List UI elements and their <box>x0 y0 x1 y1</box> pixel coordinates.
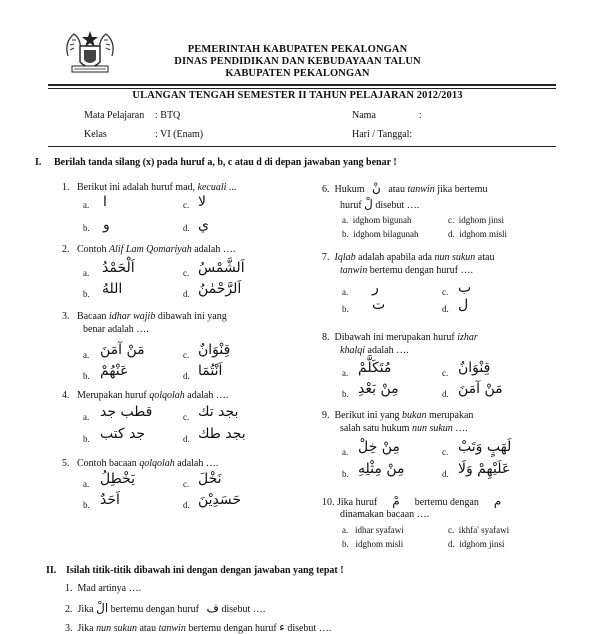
section-1-instruction: Berilah tanda silang (x) pada huruf a, b, c atau d di depan jawaban yang benar ! <box>54 157 397 168</box>
question-2: 2. Contoh Alif Lam Qomariyah adalah …. <box>62 244 236 255</box>
question-6-line-2: huruf لْ disebut …. <box>340 197 420 211</box>
header-line-2: DINAS PENDIDIKAN DAN KEBUDAYAAN TALUN <box>174 56 421 67</box>
q4-option-a[interactable]: قطب جد <box>100 404 153 420</box>
header-divider-thick <box>48 84 556 86</box>
q10-option-c[interactable]: c. ikhfa' syafawi <box>448 525 510 535</box>
q3-option-d[interactable]: اَنْتُمَا <box>198 363 223 379</box>
header-line-3: KABUPATEN PEKALONGAN <box>225 68 370 79</box>
exam-title: ULANGAN TENGAH SEMESTER II TAHUN PELAJARAN 2012/2013 <box>132 90 463 101</box>
q10-option-a[interactable]: a. idhar syafawi <box>342 525 404 535</box>
question-10: 10. Jika huruf مْ bertemu dengan م <box>322 494 502 508</box>
fill-item-1[interactable]: 1. Mad artinya …. <box>65 583 142 594</box>
fill-item-2[interactable]: 2. Jika الْ bertemu dengan huruf ف disebut …. <box>65 601 266 615</box>
q8-option-b[interactable]: مِنْ بَعْدِ <box>358 381 399 397</box>
date-label: Hari / Tanggal: <box>352 129 413 140</box>
q7-option-c[interactable]: ب <box>458 280 472 296</box>
q1-option-d[interactable]: ي <box>198 217 209 233</box>
q6-option-c[interactable]: c. idghom jinsi <box>448 215 505 225</box>
q2-option-c[interactable]: اَلشَّمْسُ <box>198 260 245 276</box>
section-1-numeral: I. <box>35 157 42 168</box>
section-2-numeral: II. <box>46 565 57 576</box>
q4-option-c[interactable]: بجد تك <box>198 404 239 420</box>
q5-option-c[interactable]: نَخْلَ <box>198 471 222 487</box>
q6-option-d[interactable]: d. idghom misli <box>448 229 508 239</box>
question-9: 9. Berikut ini yang bukan merupakan <box>322 410 474 421</box>
q5-option-b[interactable]: اَحَدٌ <box>100 492 120 508</box>
header-divider-thin <box>48 88 556 89</box>
question-3: 3. Bacaan idhar wajib dibawah ini yang <box>62 311 227 322</box>
name-colon: : <box>419 110 422 121</box>
q3-option-c[interactable]: قِنْوَانٌ <box>198 342 231 358</box>
q3-option-a[interactable]: مَنْ آمَنَ <box>100 342 145 358</box>
class-label: Kelas <box>84 129 107 140</box>
q8-option-a[interactable]: مُتَكَلَّمْ <box>358 360 392 376</box>
q9-option-b[interactable]: مِنْ مِثْلِهِ <box>358 461 405 477</box>
question-4: 4. Merupakan huruf qolqolah adalah …. <box>62 390 229 401</box>
q8-option-c[interactable]: قِنْوَانٌ <box>458 360 491 376</box>
question-8-line-2: khalqi adalah …. <box>340 345 409 356</box>
fill-item-3[interactable]: 3. Jika nun sukun atau tanwin bertemu dengan huruf ء disebut …. <box>65 620 332 634</box>
name-label: Nama <box>352 110 376 121</box>
q4-option-d[interactable]: بجد طك <box>198 426 246 442</box>
q6-option-a[interactable]: a. idghom bigunah <box>342 215 412 225</box>
q9-option-a[interactable]: مِنْ خِلْ <box>358 439 400 455</box>
subject-value: : BTQ <box>155 110 181 121</box>
q2-option-b[interactable]: اللهُ <box>102 281 123 297</box>
q2-option-d[interactable]: اَلرَّحْمٰنُ <box>198 281 242 297</box>
section-2-instruction: Isilah titik-titik dibawah ini dengan dengan jawaban yang tepat ! <box>66 565 344 576</box>
q1-option-c[interactable]: لا <box>198 194 206 210</box>
question-9-line-2: salah satu hukum nun sukun …. <box>340 423 468 434</box>
meta-divider <box>48 146 556 147</box>
q5-option-a[interactable]: يَخْطِلُ <box>100 471 136 487</box>
subject-label: Mata Pelajaran <box>84 110 145 121</box>
q10-option-d[interactable]: d. idghom jinsi <box>448 539 505 549</box>
header-line-1: PEMERINTAH KABUPATEN PEKALONGAN <box>187 44 408 55</box>
q8-option-d[interactable]: مَنْ آمَنَ <box>458 381 503 397</box>
question-5: 5. Contoh bacaan qolqolah adalah …. <box>62 458 219 469</box>
question-7-line-2: tanwin bertemu dengan huruf …. <box>340 265 474 276</box>
q7-option-b[interactable]: ت <box>372 297 386 313</box>
q7-option-d[interactable]: ل <box>458 297 469 313</box>
q7-option-a[interactable]: ر <box>372 280 379 296</box>
q1-option-a[interactable]: ا <box>103 194 107 210</box>
q3-option-b[interactable]: عَنْهُمْ <box>100 363 129 379</box>
question-1: 1. Berikut ini adalah huruf mad, kecuali ... <box>62 182 237 193</box>
question-10-line-2: dinamakan bacaan …. <box>340 509 430 520</box>
q6-option-b[interactable]: b. idghom bilagunah <box>342 229 419 239</box>
question-3-line-2: benar adalah …. <box>83 324 149 335</box>
question-8: 8. Dibawah ini merupakan huruf izhar <box>322 332 478 343</box>
q4-option-b[interactable]: جد كتب <box>100 426 146 442</box>
q9-option-c[interactable]: لَهَبٍ وَتَبْ <box>458 439 512 455</box>
question-7: 7. Iqlab adalah apabila ada nun sukun atau <box>322 252 495 263</box>
q2-option-a[interactable]: اَلْحَمْدُ <box>102 260 135 276</box>
question-6: 6. Hukum نْ atau tanwin jika bertemu <box>322 181 488 195</box>
q9-option-d[interactable]: عَلَيْهِمْ وَلَا <box>458 461 511 477</box>
q10-option-b[interactable]: b. idghom misli <box>342 539 404 549</box>
q5-option-d[interactable]: حَسَدِيْنَ <box>198 492 242 508</box>
q1-option-b[interactable]: و <box>103 217 110 233</box>
class-value: : VI (Enam) <box>155 129 204 140</box>
